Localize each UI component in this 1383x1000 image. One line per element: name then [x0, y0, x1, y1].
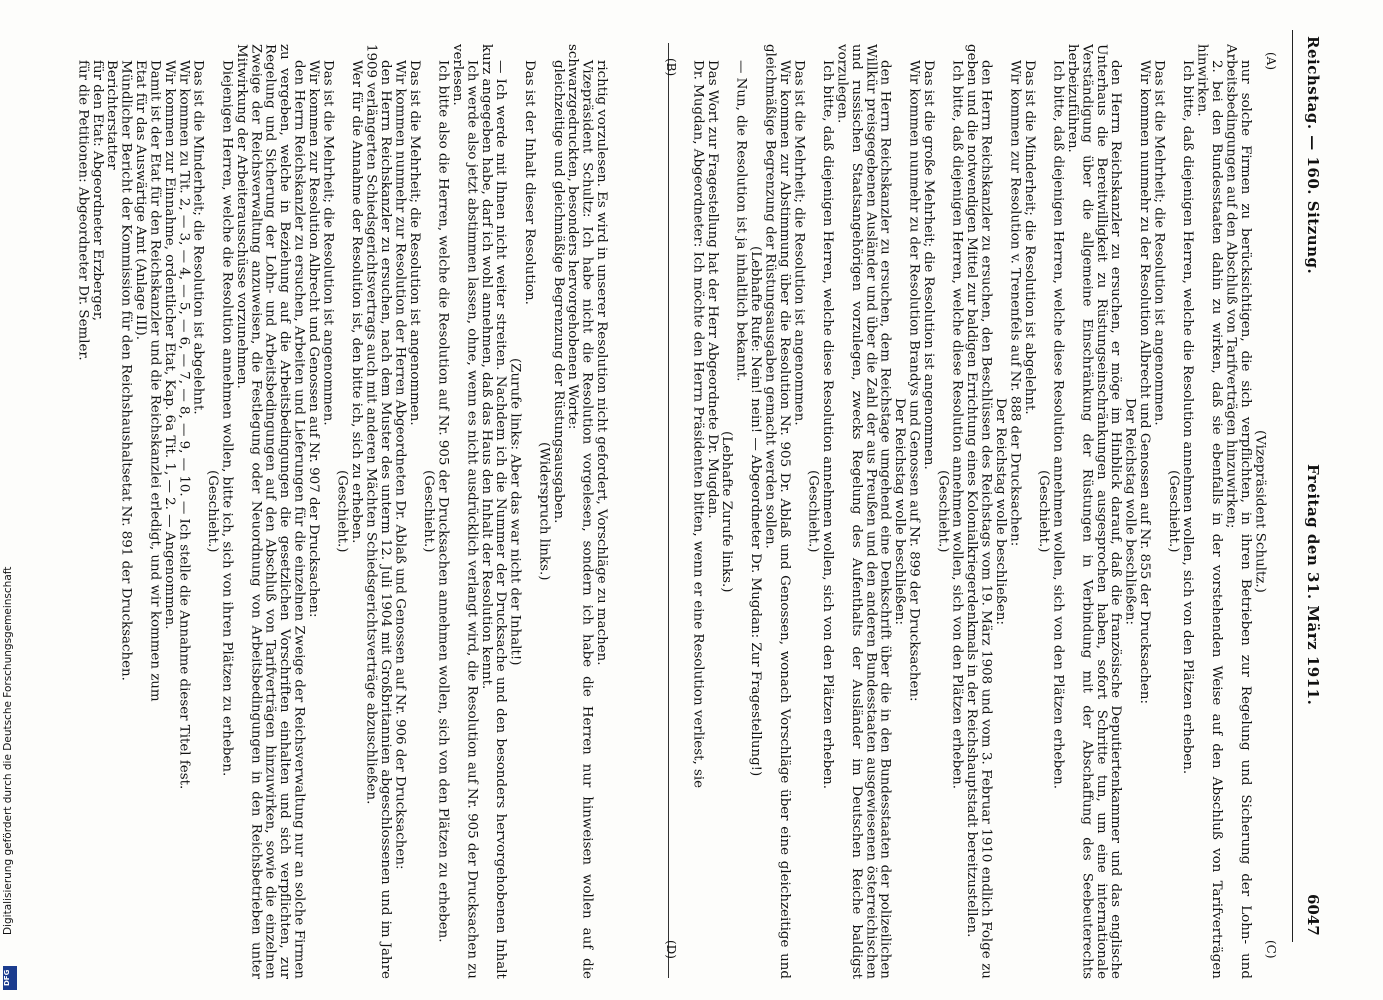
paragraph: Das ist der Inhalt dieser Resolution.	[522, 60, 537, 305]
paragraph: Etat für das Auswärtige Amt (Anlage III).	[133, 60, 149, 341]
paragraph: (Lebhafte Zurufe links.)	[719, 430, 735, 593]
paragraph: 2. bei den Bundesstaaten dahin zu wirken, daß sie ebenfalls in der vorstehenden Weise auf den Abschluß von Tarifverträgen hinwirken.	[1194, 44, 1225, 979]
paragraph: Der Reichstag wolle beschließen:	[992, 397, 1008, 626]
paragraph: (Geschieht.)	[334, 470, 350, 553]
paragraph: Das ist die Mehrheit; die Resolution ist angenommen.	[791, 60, 807, 426]
paragraph: Ich bitte, daß diejenigen Herren, welche diese Resolution annehmen wollen, sich von den Plätzen erheben.	[949, 60, 965, 790]
paragraph: (Geschieht.)	[1036, 470, 1052, 553]
column-2-text	[75, 44, 608, 979]
paragraph: Ich werde also jetzt abstimmen lassen, ohne, wenn es nicht ausdrücklich verlangt wird, die Resolution auf Nr. 905 der Drucksachen zu verlesen.	[449, 44, 480, 979]
margin-mark-a: (A)	[1264, 52, 1278, 71]
paragraph: gleichzeitige und gleichmäßige Begrenzung der Rüstungsausgaben.	[550, 60, 566, 524]
paragraph: Das Wort zur Fragestellung hat der Herr Abgeordnete Dr. Mugdan.	[704, 60, 720, 519]
paragraph: Das ist die Mehrheit; die Resolution ist angenommen.	[320, 60, 336, 426]
paragraph: (Geschieht.)	[205, 470, 221, 553]
paragraph: Damit ist der Etat für den Reichskanzler und die Reichskanzlei erledigt, und wir kommen zum	[147, 60, 163, 702]
paragraph: Wir kommen zur Abstimmung über die Resolution Nr. 905 Dr. Ablaß und Genossen, wonach Vorschläge über eine gleichzeitige und gleichmäßige Begrenzung der Rüstungsausgaben gemacht werden sollen.	[762, 44, 792, 979]
header-date: Freitag den 31. März 1911.	[1304, 463, 1322, 705]
paragraph: Wir kommen zur Resolution Albrecht und Genossen auf Nr. 907 der Drucksachen:	[305, 60, 321, 618]
paragraph: Wir kommen zur Resolution v. Trenenfels auf Nr. 888 der Drucksachen:	[1007, 60, 1023, 547]
paragraph: Vizepräsident Schultz: Ich habe nicht die Resolution vorgelesen, sondern ich habe die Herren nur hinweisen wollen auf die schwarzgedruckten, besonders hervorgehobenen Worte:	[565, 44, 595, 979]
paragraph: Ich bitte, daß diejenigen Herren, welche diese Resolution annehmen wollen, sich von den Plätzen erheben.	[1050, 60, 1066, 790]
paragraph: den Herrn Reichskanzler zu ersuchen, nach dem Muster des unterm 12. Juli 1904 mit Großbritannien abgeschlossenen und im Jahre 1909 verlängerten Schiedsgerichtsvertrags auch mit anderen Mächten Schiedsgerichtsverträge abzuschließen.	[363, 44, 393, 979]
column-1-text	[690, 44, 1266, 979]
paragraph: nur solche Firmen zu berücksichtigen, die sich verpflichten, in ihren Betrieben zur Regelung und Sicherung der Lohn- und Arbeitsbedingungen auf den Abschluß von Tarifverträgen hinzuwirken;	[1223, 44, 1253, 979]
paragraph: (Lebhafte Rufe: Nein! nein! — Abgeordneter Dr. Mugdan: Zur Fragestellung!)	[748, 246, 764, 777]
paragraph: Ich bitte also die Herren, welche die Resolution auf Nr. 905 der Drucksachen annehmen wollen, sich von den Plätzen zu erheben.	[435, 60, 451, 943]
header-rule	[1292, 30, 1293, 942]
paragraph: (Geschieht.)	[935, 470, 951, 553]
paragraph: Diejenigen Herren, welche die Resolution annehmen wollen, bitte ich, sich von ihren Plätzen zu erheben.	[219, 60, 235, 777]
paragraph: Wir kommen zu Tit. 2, — 3, — 4, — 5, — 6, — 7, — 8, — 9, — 10. — Ich stelle die Annahme dieser Titel fest.	[176, 60, 192, 790]
funding-note: Digitalisierung gefördert durch die Deutsche Forschungsgemeinschaft	[2, 566, 14, 935]
paragraph: Das ist die Minderheit; die Resolution ist abgelehnt.	[1021, 60, 1037, 415]
paragraph: den Herrn Reichskanzler zu ersuchen, Arbeiten und Lieferungen für die einzelnen Zweige der Reichsverwaltung nur an solche Firmen zu vergeben, welche in Beziehung auf die Arbeitsbedingungen die gesetzlichen Vorschriften einhalten und sich verpflichten, zur Regelung und Sicherung der Lohn- und Arbeitsbedingungen auf den Abschluß von Tarifverträgen hinzuwirken, sowie die einzelnen Zweige der Reichsverwaltung anzuweisen, die Festlegung oder Neuordnung von Arbeitsbedingungen in den Reichsbetrieben unter Mitwirkung der Arbeiterausschüsse vorzunehmen.	[233, 44, 307, 979]
paragraph: (Geschieht.)	[421, 470, 437, 553]
paragraph: Wer für die Annahme der Resolution ist, den bitte ich, sich zu erheben.	[349, 60, 365, 544]
paragraph: für die Petitionen: Abgeordneter Dr. Semler.	[75, 60, 91, 361]
paragraph: Wir kommen nunmehr zur Resolution der Herren Abgeordneten Dr. Ablaß und Genossen auf Nr. 906 der Drucksachen:	[392, 60, 408, 870]
paragraph: Das ist die große Mehrheit; die Resolution ist angenommen.	[920, 60, 936, 470]
paragraph: Mündlicher Bericht der Kommission für den Reichshaushaltsetat Nr. 891 der Drucksachen.	[118, 60, 134, 681]
paragraph: den Herrn Reichskanzler zu ersuchen, er möge im Hinblick darauf, daß die französische Deputiertenkammer und das englische Unterhaus die Bereitwilligkeit zu Rüstungseinschränkungen ausgesprochen haben, sofort Schritte tun, um eine internationale Verständigung über die allgemeine Einschränkung der Rüstungen in Verbindung mit der Abschaffung des Seebeuterechts herbeizuführen.	[1064, 44, 1124, 979]
paragraph: Das ist die Minderheit; die Resolution ist abgelehnt.	[190, 60, 206, 415]
text-column-1	[690, 44, 1290, 979]
header-session: Reichstag. — 160. Sitzung.	[1304, 36, 1322, 275]
paragraph: den Herrn Reichskanzler zu ersuchen, den Beschlüssen des Reichstags vom 19. März 1908 und vom 3. Februar 1910 endlich Folge zu geben und die notwendigen Mittel zur baldigen Errichtung eines Kolonialkriegerdenkmals in der Reichshauptstadt bereitzustellen.	[964, 44, 994, 979]
paragraph: Das ist die Mehrheit; die Resolution ist angenommen.	[406, 60, 422, 426]
paragraph: (Geschieht.)	[1165, 470, 1181, 553]
paragraph: (Vizepräsident Schultz.)	[1252, 430, 1268, 593]
paragraph: richtig vorzulesen. Es wird in unserer Resolution nicht gefordert, Vorschläge zu machen.	[594, 60, 610, 666]
paragraph: (Widerspruch links.)	[536, 442, 552, 581]
paragraph: Das ist die Mehrheit; die Resolution ist angenommen.	[1151, 60, 1167, 426]
margin-mark-d: (D)	[664, 940, 678, 959]
paragraph: Ich bitte, daß diejenigen Herren, welche diese Resolution annehmen wollen, sich von den Plätzen erheben.	[820, 60, 836, 790]
page-header	[1298, 36, 1328, 936]
paragraph: Wir kommen nunmehr zu der Resolution Albrecht und Genossen auf Nr. 855 der Drucksachen:	[1137, 60, 1152, 705]
paragraph: Der Reichstag wolle beschließen:	[1122, 397, 1138, 626]
paragraph: Der Reichstag wolle beschließen:	[892, 397, 908, 626]
paragraph: Berichterstatter	[104, 60, 120, 170]
paragraph: Dr. Mugdan, Abgeordneter: Ich möchte den Herrn Präsidenten bitten, wenn er eine Resolution verliest, sie	[690, 60, 706, 789]
paragraph: — Ich werde mit Ihnen nicht weiter streiten. Nachdem ich die Nummer der Drucksache und den besonders hervorgehobenen Inhalt kurz angegeben habe, darf ich wohl annehmen, daß das Haus den Inhalt der Resolution kennt.	[478, 44, 509, 979]
paragraph: Ich bitte, daß diejenigen Herren, welche die Resolution annehmen wollen, sich von den Plätzen erheben.	[1180, 60, 1196, 775]
paragraph: Wir kommen nunmehr zu der Resolution Brandys und Genossen auf Nr. 899 der Drucksachen:	[906, 60, 922, 702]
margin-mark-c: (C)	[1264, 940, 1278, 959]
page-number: 6047	[1304, 894, 1322, 936]
text-column-2	[75, 44, 663, 979]
paragraph: — Nun, die Resolution ist ja inhaltlich bekannt.	[733, 60, 749, 382]
paragraph: (Zurufe links: Aber das war nicht der Inhalt!)	[507, 357, 523, 666]
paragraph: den Herrn Reichskanzler zu ersuchen, dem Reichstage umgehend eine Denkschrift über die in den Bundesstaaten der polizeilichen Willkür preisgegebenen Ausländer und über die Zahl der aus Preußen und den anderen Bundesstaaten ausgewiesenen österreichischen und russischen Staatsangehörigen vorzulegen, zwecks Regelung des Aufenthalts der Ausländer im Deutschen Reiche baldigst vorzulegen.	[834, 44, 893, 979]
column-divider	[668, 43, 669, 978]
paragraph: Wir kommen zur Einnahme, ordentlicher Etat, Kap. 6a Tit. 1, — 2. — Angenommen.	[161, 60, 177, 630]
paragraph: (Geschieht.)	[805, 470, 821, 553]
paragraph: für den Etat: Abgeordneter Erzberger,	[89, 60, 105, 322]
margin-mark-b: (B)	[664, 58, 678, 77]
dfg-logo: DFG	[3, 966, 17, 990]
